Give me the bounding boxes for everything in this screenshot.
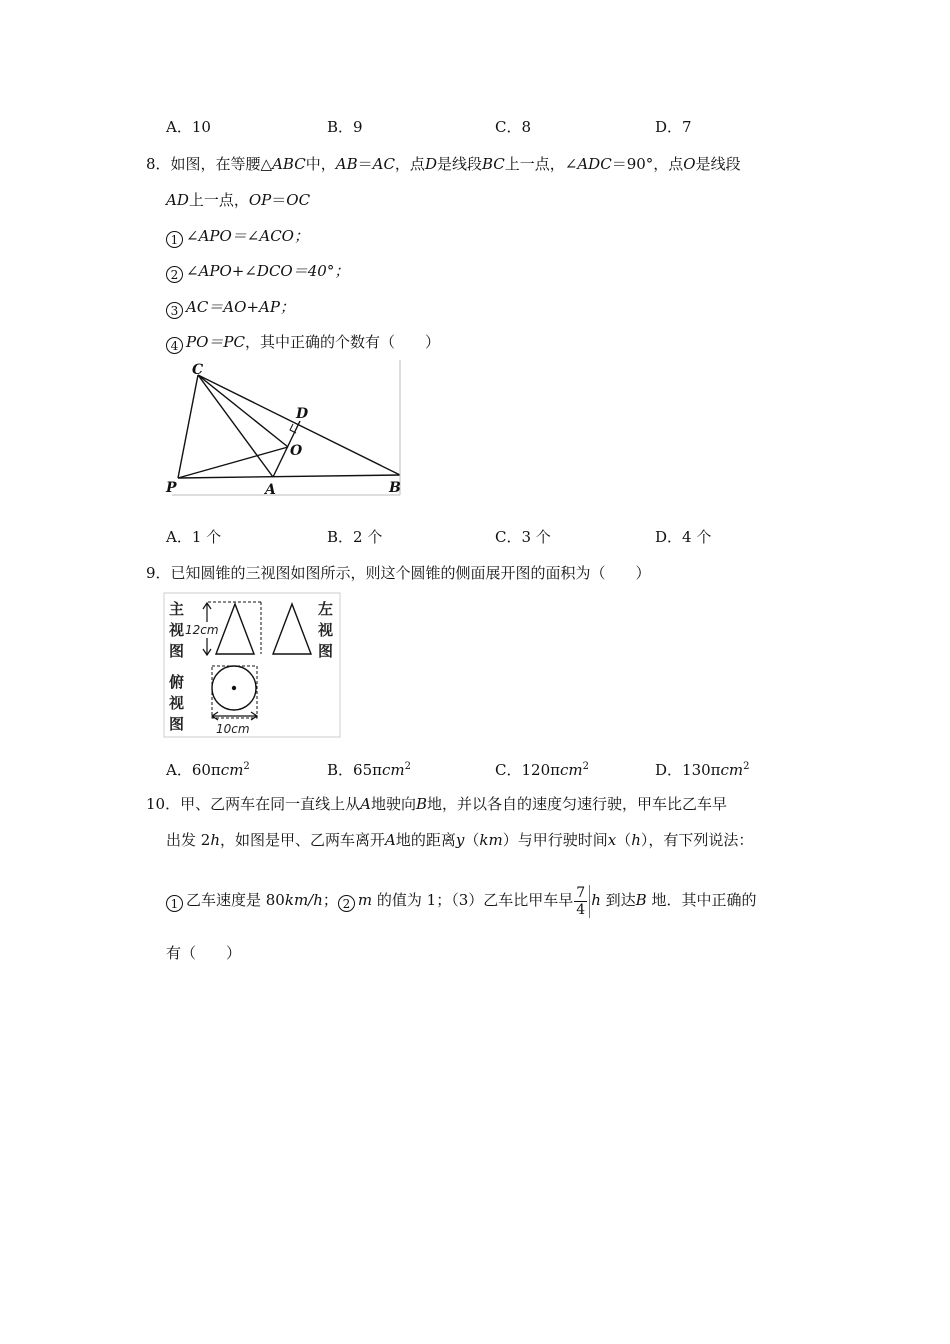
q9-option-c: C．120πcm$^2$ <box>495 761 589 779</box>
label-p: P <box>166 480 177 496</box>
q8-statement-4: 4 PO＝PC，其中正确的个数有（ ） <box>166 332 440 354</box>
label-c: C <box>192 362 204 378</box>
label-left-1: 左 <box>318 600 334 618</box>
q7-option-a: A．10 <box>166 118 211 136</box>
q8-statement-3: 3 AC＝AO+AP； <box>166 297 295 319</box>
line-po <box>178 447 288 478</box>
q9-option-d: D．130πcm$^2$ <box>655 761 750 779</box>
diameter-label: 10cm <box>216 722 250 736</box>
label-top-2: 视 <box>169 694 185 712</box>
q8-statement-2: 2 ∠APO+∠DCO＝40°； <box>166 261 349 283</box>
top-view-center-dot <box>232 686 236 690</box>
label-front-1: 主 <box>169 600 185 618</box>
q7-option-d: D．7 <box>655 118 692 136</box>
q8-triangle-figure <box>160 360 405 500</box>
line-cp <box>178 375 198 478</box>
q8-stem-line1: 8．如图，在等腰△ABC中，AB＝AC，点D是线段BC上一点，∠ADC＝90°，点O是线段 <box>146 155 741 173</box>
q10-stem-line4: 有（ ） <box>166 944 242 962</box>
q8-statement-1: 1 ∠APO＝∠ACO； <box>166 226 309 248</box>
q8-option-d: D．4 个 <box>655 528 712 546</box>
line-pb <box>178 475 400 478</box>
q9-stem: 9．已知圆锥的三视图如图所示，则这个圆锥的侧面展开图的面积为（ ） <box>146 564 651 582</box>
q8-option-c: C．3 个 <box>495 528 551 546</box>
q10-stem-line1: 10．甲、乙两车在同一直线上从A地驶向B地，并以各自的速度匀速行驶，甲车比乙车早 <box>146 795 728 813</box>
line-cb <box>198 375 400 475</box>
label-a: A <box>265 482 276 498</box>
label-top-3: 图 <box>169 715 185 733</box>
left-view-triangle <box>273 604 311 654</box>
height-label: 12cm <box>185 623 219 637</box>
label-b: B <box>389 480 401 496</box>
q8-stem-line2: AD上一点，OP＝OC <box>166 191 311 209</box>
front-view-triangle <box>216 604 254 654</box>
label-d: D <box>296 406 309 422</box>
q8-option-b: B．2 个 <box>327 528 383 546</box>
q7-option-b: B．9 <box>327 118 363 136</box>
q9-option-a: A．60πcm$^2$ <box>166 761 250 779</box>
fraction-7-4: $\frac{7}{4}$ <box>574 885 590 918</box>
label-front-2: 视 <box>169 621 185 639</box>
q10-stem-line2: 出发 2h，如图是甲、乙两车离开A地的距离y（km）与甲行驶时间x（h），有下列说法： <box>166 831 754 849</box>
q9-option-b: B．65πcm$^2$ <box>327 761 411 779</box>
label-left-2: 视 <box>318 621 334 639</box>
q7-option-c: C．8 <box>495 118 532 136</box>
q10-statements-line: 1 乙车速度是 80km/h； 2 m 的值为 1；（3）乙车比甲车早 $\frac{7}{4}$ h 到达B 地．其中正确的 <box>166 878 756 922</box>
label-left-3: 图 <box>318 642 334 660</box>
q8-option-a: A．1 个 <box>166 528 222 546</box>
label-top-1: 俯 <box>169 673 185 691</box>
label-front-3: 图 <box>169 642 185 660</box>
label-o: O <box>290 443 303 459</box>
q9-three-views-figure <box>163 592 343 740</box>
